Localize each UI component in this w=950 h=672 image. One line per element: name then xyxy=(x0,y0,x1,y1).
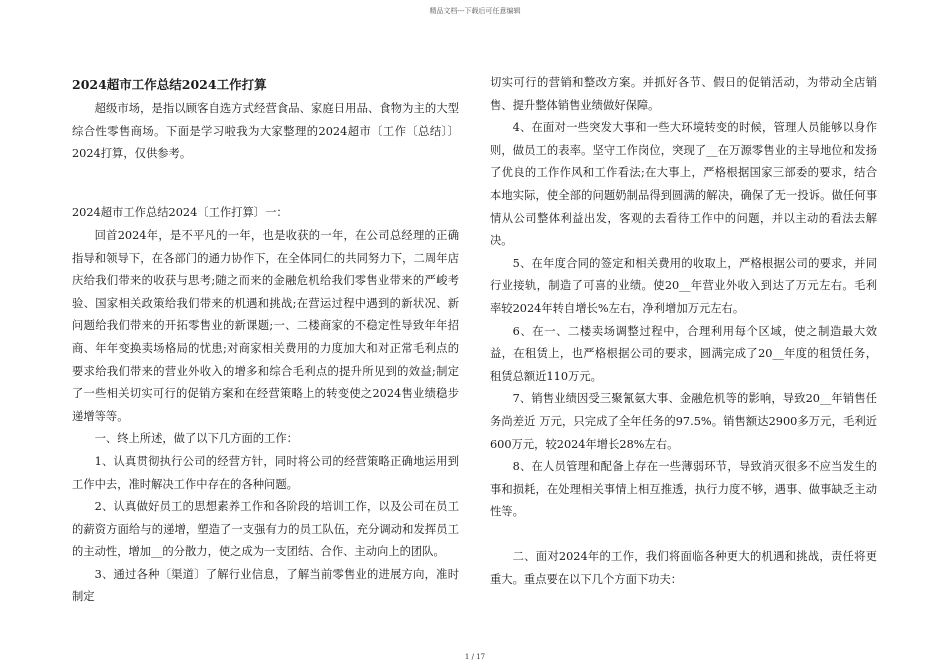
left-column xyxy=(72,72,459,609)
paragraph: 切实可行的营销和整改方案。并抓好各节、假日的促销活动，为带动全店销售、提升整体销售业绩做好保障。 xyxy=(490,76,877,112)
right-column xyxy=(490,72,877,592)
spacer xyxy=(72,188,459,202)
intro-paragraph: 超级市场，是指以顾客自选方式经营食品、家庭日用品、食物为主的大型综合性零售商场。下面是学习啦我为大家整理的2024超市〔工作〔总结〕〕2024打算，仅供参考。 xyxy=(72,102,459,161)
paragraph: 二、面对2024年的工作，我们将面临各种更大的机遇和挑战，责任将更重大。重点要在以下几个方面下功夫： xyxy=(490,550,877,587)
paragraph: 一、终上所述，做了以下几方面的工作： xyxy=(94,432,298,446)
document-title: 2024超市工作总结2024工作打算 xyxy=(72,77,267,92)
spacer xyxy=(72,166,459,189)
paragraph: 6、在一、二楼卖场调整过程中，合理利用每个区域，使之制造最大效益，在租赁上，也严格根据公司的要求，圆满完成了20__年度的租赁任务，租赁总额近110万元。 xyxy=(490,324,877,383)
page-number: 1 / 17 xyxy=(464,653,486,661)
paragraph: 3、通过各种〔渠道〕了解行业信息，了解当前零售业的进展方向，准时制定 xyxy=(72,567,459,604)
paragraph: 1、认真贯彻执行公司的经营方针，同时将公司的经营策略正确地运用到工作中去，准时解决工作中存在的各种问题。 xyxy=(72,454,459,491)
spacer xyxy=(490,524,877,547)
paragraph: 4、在面对一些突发大事和一些大环境转变的时候，管理人员能够以身作则，做员工的表率。坚守工作岗位，突现了__在万源零售业的主导地位和发扬了优良的工作作风和工作看法;在大事上，严格根据国家三部委的要求，结合本地实际，使全部的问题奶制品得到圆满的解决，确保了无一投诉。做任何事情从公司整体利益出发，客观的去看待工作中的问题，并以主动的看法去解决。 xyxy=(490,121,877,248)
page-header: 精品文档---下载后可任意编辑 xyxy=(429,7,521,15)
paragraph: 7、销售业绩因受三聚氰氨大事、金融危机等的影响，导致20__年销售任务尚差近 万元，只完成了全年任务的97.5%。销售额达2900多万元，毛利近600万元，较2024年增长28%左右。 xyxy=(490,392,877,451)
paragraph: 回首2024年，是不平凡的一年，也是收获的一年，在公司总经理的正确指导和领导下，在各部门的通力协作下，在全体同仁的共同努力下，二周年店庆给我们带来的收获与思考;随之而来的金融危机给我们零售业带来的严峻考验、国家相关政策给我们带来的机遇和挑战;在营运过程中遇到的新状况、新问题给我们带来的开拓零售业的新课题;一、二楼商家的不稳定性导致年年招商、年年变换卖场格局的忧患;对商家相关费用的力度加大和对正常毛利点的要求给我们带来的营业外收入的增多和综合毛利点的提升所见到的效益;制定了一些相关切实可行的促销方案和在经营策略上的转变使之2024售业绩稳步递增等等。 xyxy=(72,228,459,423)
section-heading: 2024超市工作总结2024〔工作打算〕一： xyxy=(72,206,288,220)
paragraph: 5、在年度合同的签定和相关费用的收取上，严格根据公司的要求，并同行业接轨，制造了可喜的业绩。使20__年营业外收入到达了万元左右。毛利率较2024年转自增长%左右，净利增加万元左右。 xyxy=(490,256,877,315)
paragraph: 2、认真做好员工的思想素养工作和各阶段的培训工作，以及公司在员工的薪资方面给与的递增，塑造了一支强有力的员工队伍，充分调动和发挥员工的主动性，增加__的分散力，使之成为一支团结、合作、主动向上的团队。 xyxy=(72,500,459,559)
paragraph: 8、在人员管理和配备上存在一些薄弱环节，导致消灭很多不应当发生的事和损耗，在处理相关事情上相互推透，执行力度不够，遇事、做事缺乏主动性等。 xyxy=(490,460,877,519)
